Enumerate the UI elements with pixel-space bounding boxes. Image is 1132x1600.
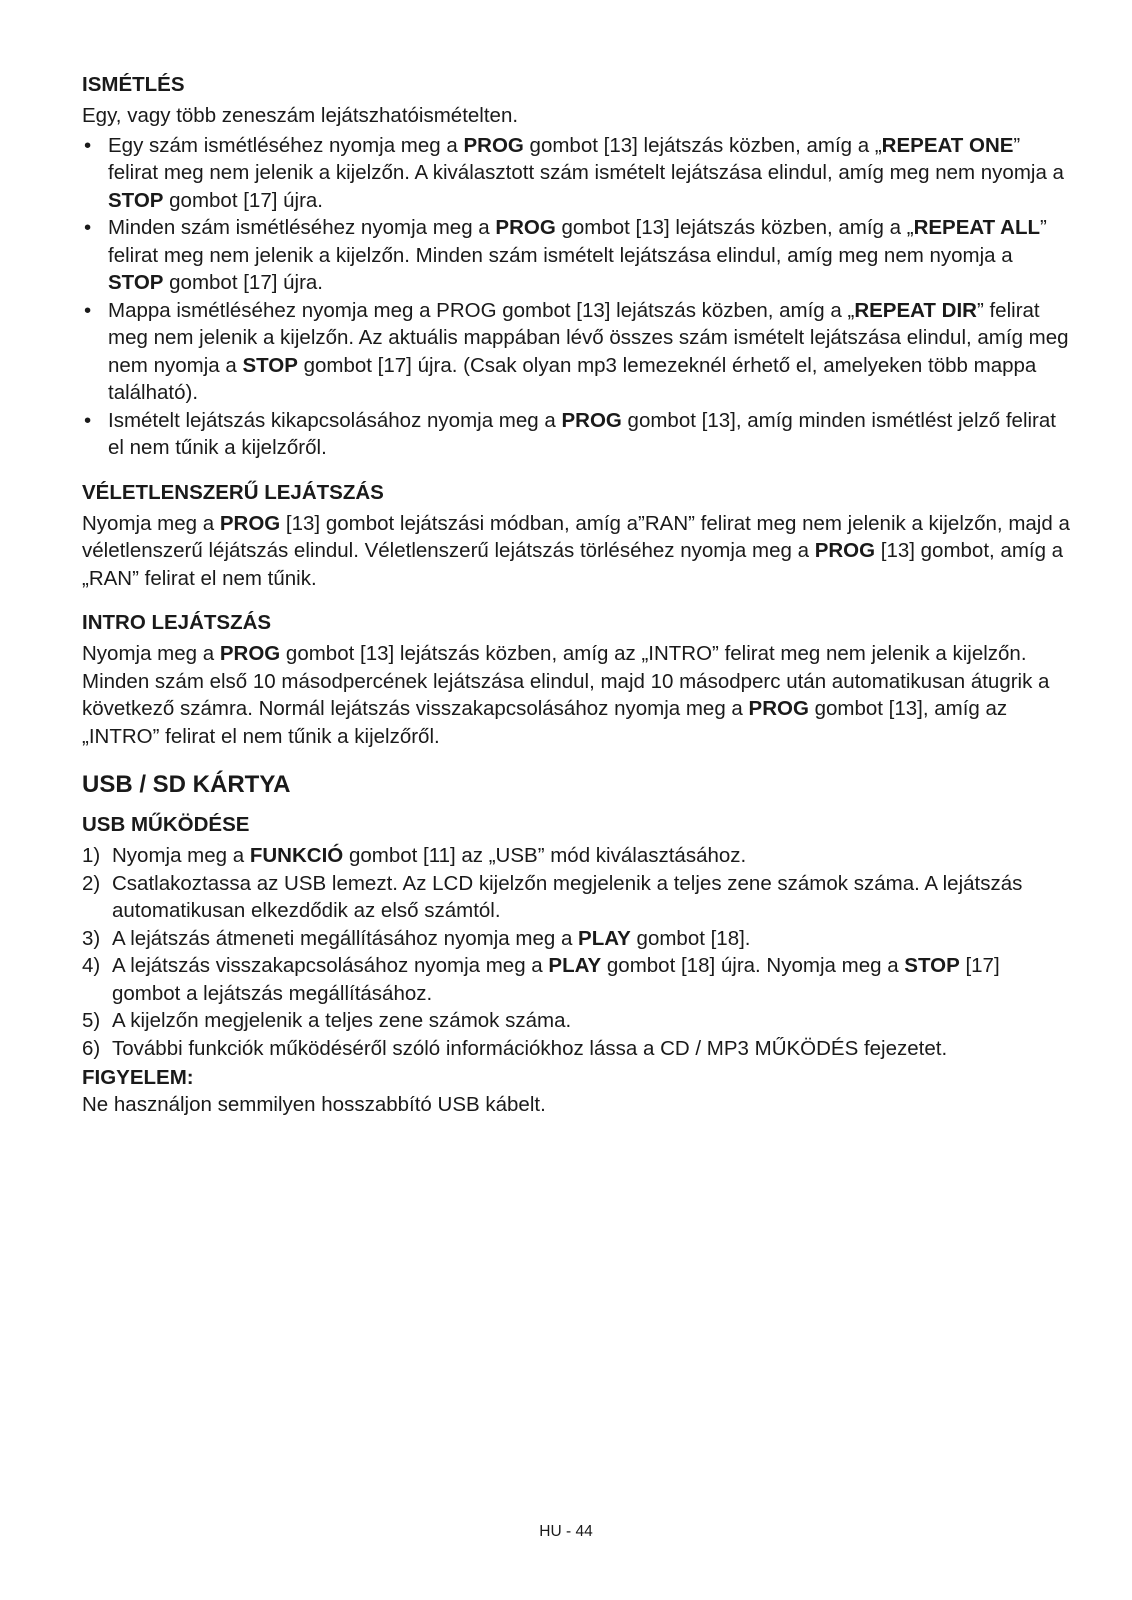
random-text xyxy=(82,510,1072,593)
step-number: 1) xyxy=(82,844,101,867)
step-text xyxy=(112,927,751,950)
text-run: [13] gombot, amíg a „RAN” felirat el nem tűnik. xyxy=(82,539,1064,590)
text-run: ” felirat meg nem jelenik a kijelzőn. Az aktuális mappában lévő összes szám ismételt lejátszása elindul, amíg meg nem nyomja a xyxy=(108,298,1069,377)
text-run: Minden szám ismétléséhez nyomja meg a xyxy=(108,216,496,239)
text-run: Egy szám ismétléséhez nyomja meg a xyxy=(108,133,464,157)
bold-term: STOP xyxy=(242,353,298,377)
text-run: ” felirat meg nem jelenik a kijelzőn. Minden szám ismételt lejátszása elindul, amíg meg nem nyomja a xyxy=(108,216,1047,267)
repeat-bullet-list xyxy=(82,132,1072,462)
bold-term: FUNKCIÓ xyxy=(249,844,344,867)
step-text xyxy=(112,954,1000,1005)
text-run: gombot [18]. xyxy=(630,926,751,950)
text-run: Nyomja meg a xyxy=(112,844,250,867)
bold-term: PLAY xyxy=(578,926,631,950)
bold-term: PROG xyxy=(463,133,524,157)
step-number: 4) xyxy=(82,954,101,977)
text-run: A lejátszás átmeneti megállításához nyomja meg a xyxy=(112,926,579,950)
bold-term: REPEAT ONE xyxy=(881,133,1014,157)
bold-term: PROG xyxy=(748,697,809,720)
usb-step-item xyxy=(82,1035,1072,1063)
text-run: Ismételt lejátszás kikapcsolásához nyomja meg a xyxy=(108,408,562,432)
usb-step-item xyxy=(82,925,1072,953)
usb-step-item xyxy=(82,842,1072,870)
text-run: gombot [17] újra. xyxy=(163,188,323,212)
usb-steps-list xyxy=(82,842,1072,1062)
text-run: gombot [11] az „USB” mód kiválasztásához. xyxy=(343,844,747,867)
text-run: gombot [13] lejátszás közben, amíg a „ xyxy=(523,133,882,157)
repeat-bullet-item xyxy=(82,132,1072,215)
repeat-bullet-item xyxy=(82,214,1072,297)
step-text xyxy=(112,844,746,867)
bold-term: PLAY xyxy=(548,954,602,977)
bold-term: PROG xyxy=(561,408,622,432)
bold-term: REPEAT DIR xyxy=(854,298,977,322)
intro-heading: INTRO LEJÁTSZÁS xyxy=(82,611,272,634)
step-text xyxy=(112,872,1022,923)
text-run: Nyomja meg a xyxy=(82,642,220,665)
manual-page xyxy=(82,72,1072,1119)
repeat-intro: Egy, vagy több zeneszám lejátszhatóismételten. xyxy=(82,104,519,127)
intro-text xyxy=(82,640,1072,750)
random-heading: VÉLETLENSZERŰ LEJÁTSZÁS xyxy=(82,480,384,504)
text-run: [17] gombot a lejátszás megállításához. xyxy=(112,954,1000,1005)
repeat-heading: ISMÉTLÉS xyxy=(82,73,185,96)
bold-term: PROG xyxy=(814,539,876,562)
bold-term: PROG xyxy=(219,642,281,665)
usb-step-item xyxy=(82,870,1072,925)
text-run: ” felirat meg nem jelenik a kijelzőn. A kiválasztott szám ismételt lejátszása elindul, amíg meg nem nyomja a xyxy=(108,133,1064,184)
usb-sd-heading: USB / SD KÁRTYA xyxy=(82,771,291,798)
usb-step-item xyxy=(82,1007,1072,1035)
text-run: gombot [17] újra. (Csak olyan mp3 lemezeknél érhető el, amelyeken több mappa található). xyxy=(108,353,1037,404)
attention-text: Ne használjon semmilyen hosszabbító USB kábelt. xyxy=(82,1093,546,1116)
text-run: A lejátszás visszakapcsolásához nyomja meg a xyxy=(112,954,549,977)
bold-term: PROG xyxy=(219,511,281,535)
repeat-bullet-item xyxy=(82,297,1072,407)
text-run: gombot [13] lejátszás közben, amíg az „INTRO” felirat meg nem jelenik a kijelzőn. Minden szám első 10 másodpercének lejátszása elindul, majd 10 másodperc után automatikusan átugrik a következő számra. Normál lejátszás visszakapcsolásához nyomja meg a xyxy=(82,642,1050,720)
text-run: A kijelzőn megjelenik a teljes zene számok száma. xyxy=(112,1009,572,1032)
text-run: További funkciók működéséről szóló információkhoz lássa a CD / MP3 MŰKÖDÉS fejezetet. xyxy=(112,1036,948,1060)
step-number: 6) xyxy=(82,1036,101,1060)
bold-term: PROG xyxy=(495,216,556,239)
bold-term: STOP xyxy=(108,188,164,212)
text-run: gombot [13], amíg az „INTRO” felirat el nem tűnik a kijelzőről. xyxy=(82,697,1008,748)
bold-term: STOP xyxy=(904,954,960,977)
attention-heading: FIGYELEM: xyxy=(82,1066,194,1089)
repeat-bullet-item xyxy=(82,407,1072,462)
text-run: [13] gombot lejátszási módban, amíg a”RAN” felirat meg nem jelenik a kijelzőn, majd a véletlenszerű léjátszás elindul. Véletlenszerű lejátszás törléséhez nyomja meg a xyxy=(82,511,1070,562)
text-run: gombot [18] újra. Nyomja meg a xyxy=(601,954,905,977)
page-number: HU - 44 xyxy=(539,1523,593,1540)
bold-term: STOP xyxy=(108,271,164,294)
step-number: 3) xyxy=(82,926,101,950)
usb-step-item xyxy=(82,952,1072,1007)
step-text xyxy=(112,1009,571,1032)
text-run: gombot [13], amíg minden ismétlést jelző felirat el nem tűnik a kijelzőről. xyxy=(108,408,1056,459)
bold-term: REPEAT ALL xyxy=(913,216,1040,239)
step-number: 5) xyxy=(82,1009,101,1032)
step-text xyxy=(112,1037,947,1060)
text-run: Csatlakoztassa az USB lemezt. Az LCD kijelzőn megjelenik a teljes zene számok száma. A lejátszás automatikusan elkezdődik az első számtól. xyxy=(112,871,1023,922)
step-number: 2) xyxy=(82,871,101,895)
text-run: gombot [13] lejátszás közben, amíg a „ xyxy=(555,216,914,239)
usb-operation-heading: USB MŰKÖDÉSE xyxy=(82,813,250,836)
text-run: Mappa ismétléséhez nyomja meg a PROG gombot [13] lejátszás közben, amíg a „ xyxy=(108,298,855,322)
text-run: gombot [17] újra. xyxy=(163,271,323,294)
text-run: Nyomja meg a xyxy=(82,511,220,535)
